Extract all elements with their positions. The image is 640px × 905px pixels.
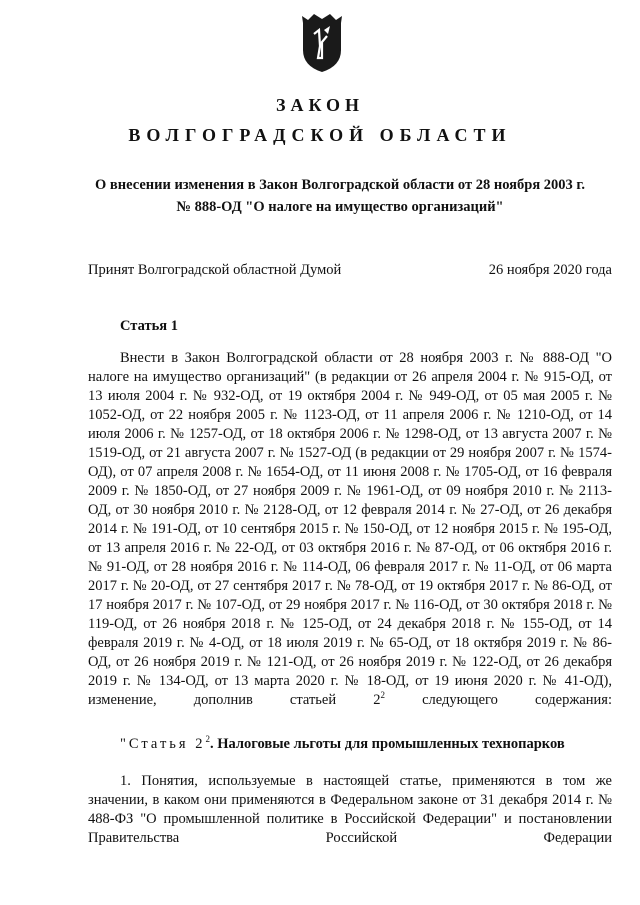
article-2-2-title: . Налоговые льготы для промышленных технопарков [209,736,565,752]
adopted-by: Принят Волгоградской областной Думой [88,262,342,278]
article-1-tail: следующего содержания: [384,692,612,708]
article-2-2-point-1: 1. Понятия, используемые в настоящей статье, применяются в том же значении, в каком они применяются в Федеральном законе от 31 декабря 2014 г. № 488-ФЗ "О промышленной политике в Российской Федерации" и постановлении Правительства Российской Федерации [88,773,612,846]
article-1-main: Внести в Закон Волгоградской области от 28 ноября 2003 г. № 888-ОД "О налоге на имущество организаций" (в редакции от 26 апреля 2004 г. № 915-ОД, от 13 июля 2004 г. № 932-ОД, от 19 октября 2004 г. № 949-ОД, от 05 мая 2005 г. № 1052-ОД, от 22 ноября 2005 г. № 1123-ОД, от 11 апреля 2006 г. № 1210-ОД, от 14 июля 2006 г. № 1257-ОД, от 18 октября 2006 г. № 1298-ОД, от 13 августа 2007 г. № 1519-ОД, от 21 августа 2007 г. № 1527-ОД (в редакции от 29 ноября 2007 г. № 1574-ОД), от 07 апреля 2008 г. № 1654-ОД, от 11 июня 2008 г. № 1705-ОД, от 16 февраля 2009 г. № 1850-ОД, от 27 ноября 2009 г. № 1961-ОД, от 09 ноября 2010 г. № 2113-ОД, от 30 ноября 2010 г. № 2128-ОД, от 12 февраля 2014 г. № 27-ОД, от 26 декабря 2014 г. № 191-ОД, от 10 сентября 2015 г. № 150-ОД, от 12 ноября 2015 г. № 195-ОД, от 13 апреля 2016 г. № 22-ОД, от 03 октября 2016 г. № 87-ОД, от 06 октября 2016 г. № 91-ОД, от 28 ноября 2016 г. № 114-ОД, 06 февраля 2017 г. № 11-ОД, от 06 марта 2017 г. № 20-ОД, от 27 сентября 2017 г. № 78-ОД, от 19 октября 2017 г. № 86-ОД, от 17 ноября 2017 г. № 107-ОД, от 29 ноября 2017 г. № 116-ОД, от 30 октября 2018 г. № 119-ОД, от 26 ноября 2018 г. № 125-ОД, от 24 декабря 2018 г. № 155-ОД, от 14 февраля 2019 г. № 4-ОД, от 18 июля 2019 г. № 65-ОД, от 18 октября 2019 г. № 86-ОД, от 26 ноября 2019 г. № 121-ОД, от 26 ноября 2019 г. № 122-ОД, от 26 декабря 2019 г. № 134-ОД, от 13 марта 2020 г. № 18-ОД, от 19 июня 2020 г. № 41-ОД), изменение, дополнив статьей 2 [88,350,612,708]
law-title [0,92,640,148]
law-subject [60,174,620,218]
adoption-date: 26 ноября 2020 года [488,262,612,278]
article-2-2-heading [120,736,565,753]
subject-line-1: О внесении изменения в Закон Волгоградской области от 28 ноября 2003 г. [95,177,585,193]
article-1-heading: Статья 1 [120,318,178,334]
region-name: ВОЛГОГРАДСКОЙ ОБЛАСТИ [128,125,512,145]
article-2-2-sup: 2 [205,734,210,744]
adoption-line [88,262,612,279]
coat-of-arms-icon [300,12,344,74]
law-word: ЗАКОН [275,95,365,115]
article-1-sup: 2 [380,690,385,700]
article-2-2-prefix: "Статья 2 [120,736,206,752]
subject-line-2: № 888-ОД "О налоге на имущество организаций" [176,199,504,215]
article-1-text [88,349,612,710]
